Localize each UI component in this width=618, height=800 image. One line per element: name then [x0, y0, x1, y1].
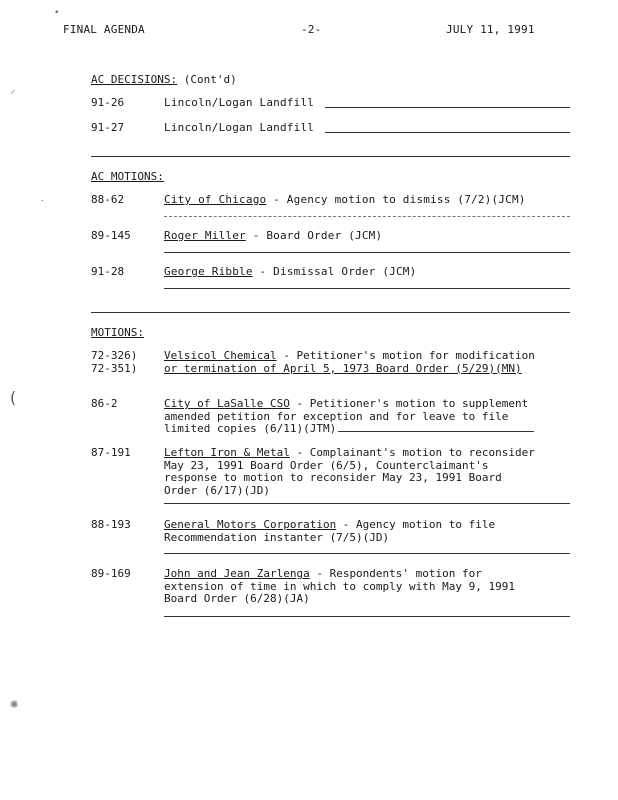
motion-number: 89-169 [91, 567, 131, 580]
party-name: George Ribble [164, 265, 253, 278]
motion-line: response to motion to reconsider May 23, 1991 Board [164, 471, 502, 484]
signature-line [325, 132, 570, 133]
motion-line: - Petitioner's motion for modification [276, 349, 535, 362]
ac-decisions-heading [91, 73, 237, 86]
ac-decision-number: 91-27 [91, 121, 125, 134]
motion-line: - Complainant's motion to reconsider [289, 446, 535, 459]
motion-description: - Dismissal Order (JCM) [252, 265, 417, 278]
ac-decision-title: Lincoln/Logan Landfill [164, 96, 315, 109]
party-name: City of Chicago [164, 193, 267, 206]
ac-motions-heading: AC MOTIONS: [91, 170, 164, 183]
scan-speck: ⸝ [10, 83, 16, 96]
ac-decision-number: 91-26 [91, 96, 125, 109]
motion-line: Recommendation instanter (7/5)(JD) [164, 530, 390, 544]
ac-motion-text [164, 194, 526, 207]
section-divider [91, 156, 570, 157]
ac-motion-number: 91-28 [91, 265, 125, 278]
signature-line [164, 553, 570, 554]
motion-text [164, 447, 574, 497]
scan-speck: · [40, 196, 45, 205]
signature-line [338, 431, 534, 432]
motion-line: amended petition for exception and for leave to file [164, 409, 509, 423]
motion-line: - Respondents' motion for [309, 567, 482, 580]
scan-speck: • [54, 8, 60, 18]
motion-text [164, 568, 574, 606]
ac-decisions-heading-suffix: (Cont'd) [177, 73, 237, 86]
motion-text [164, 398, 574, 436]
motion-line: - Petitioner's motion to supplement [289, 397, 529, 410]
motion-line: extension of time in which to comply with May 9, 1991 [164, 579, 515, 593]
party-name: Lefton Iron & Metal [164, 446, 290, 459]
motion-description: - Board Order (JCM) [245, 229, 383, 242]
motion-number: 88-193 [91, 518, 131, 531]
signature-line [325, 107, 570, 108]
signature-line [164, 216, 570, 217]
signature-line [164, 252, 570, 253]
party-name: Velsicol Chemical [164, 349, 277, 362]
motion-number: 86-2 [91, 397, 118, 410]
header-date: JULY 11, 1991 [446, 23, 535, 36]
motion-number: 87-191 [91, 446, 131, 459]
motion-line: or termination of April 5, 1973 Board Order (5/29)(MN) [164, 361, 522, 375]
motion-line: - Agency motion to file [336, 518, 496, 531]
ac-motion-number: 88-62 [91, 193, 125, 206]
section-divider [91, 312, 570, 313]
motion-text [164, 350, 574, 375]
motions-heading: MOTIONS: [91, 326, 144, 339]
ac-decision-title: Lincoln/Logan Landfill [164, 121, 315, 134]
header-page-number: -2- [301, 23, 322, 36]
ac-decisions-heading-text: AC DECISIONS: [91, 73, 178, 86]
motion-line: limited copies (6/11)(JTM) [164, 422, 337, 435]
header-left: FINAL AGENDA [63, 23, 145, 36]
signature-line [164, 616, 570, 617]
party-name: City of LaSalle CSO [164, 397, 290, 410]
motion-line: Order (6/17)(JD) [164, 483, 270, 497]
motion-number: 72-351) [91, 361, 138, 375]
signature-line [164, 503, 570, 504]
scan-speck: ( [8, 388, 18, 407]
party-name: Roger Miller [164, 229, 246, 242]
motion-number: 72-326) [91, 349, 138, 362]
party-name: General Motors Corporation [164, 518, 337, 531]
ac-motion-text [164, 230, 382, 243]
motion-description: - Agency motion to dismiss (7/2)(JCM) [266, 193, 526, 206]
ac-motion-number: 89-145 [91, 229, 131, 242]
motion-text [164, 519, 574, 544]
signature-line [164, 288, 570, 289]
motion-line: Board Order (6/28)(JA) [164, 592, 310, 605]
scan-speck: ✺ [10, 696, 19, 712]
party-name: John and Jean Zarlenga [164, 567, 310, 580]
ac-motion-text [164, 266, 416, 279]
motion-line: May 23, 1991 Board Order (6/5), Counterclaimant's [164, 458, 489, 472]
